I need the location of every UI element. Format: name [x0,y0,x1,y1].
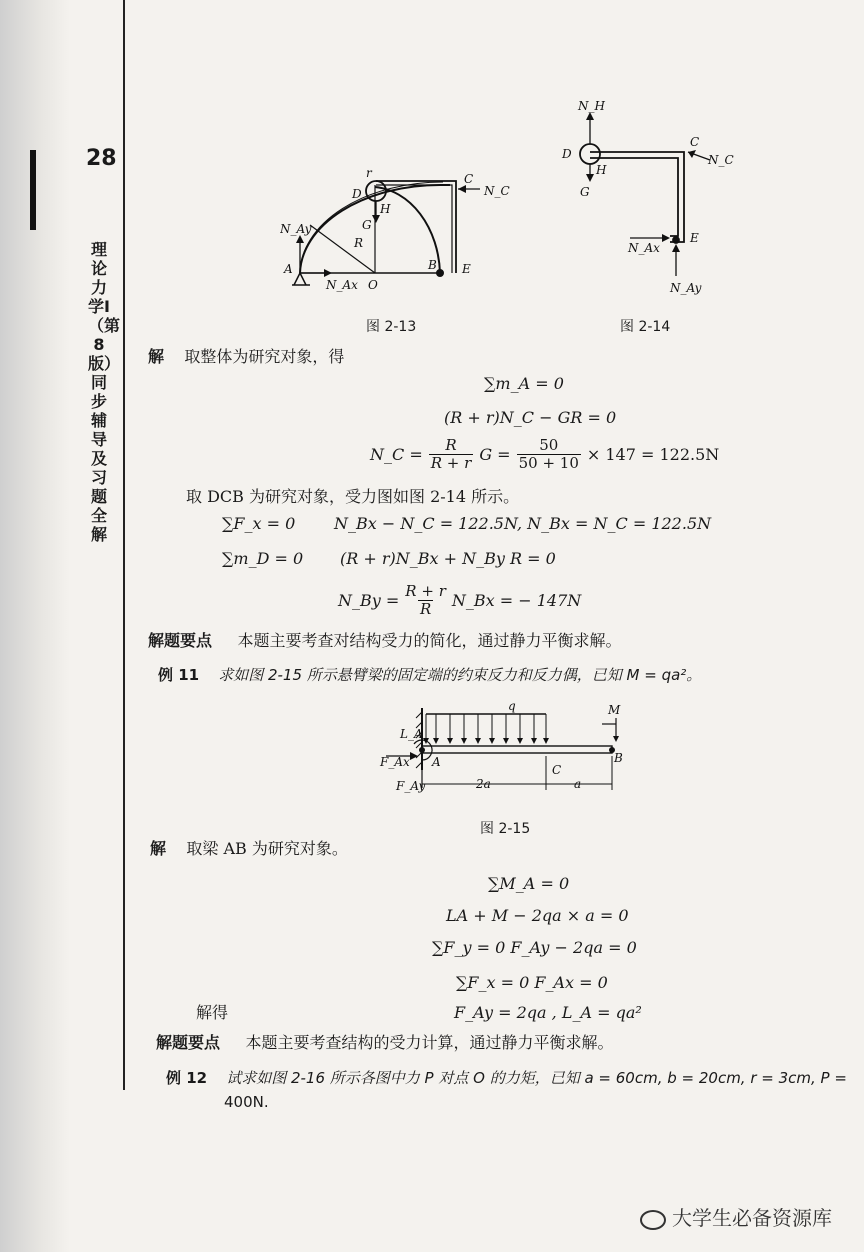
example-text: 求如图 2-15 所示悬臂梁的固定端的约束反力和反力偶，已知 M = qa²。 [218,666,702,684]
example-12-continuation: 400N. [224,1093,269,1111]
solve-label: 解得 [196,1003,229,1022]
watermark-text: 大学生必备资源库 [672,1206,832,1230]
caption-fig-2-13: 图 2-13 [366,319,417,335]
label-G: G [580,185,590,199]
key-point-label: 解题要点 [156,1033,221,1052]
example-12 [166,1067,847,1088]
page-number: 28 [86,146,117,171]
eq-nby-left: N_By = [338,590,400,610]
eq-nc-left: N_C = [370,444,423,464]
example-text: 试求如图 2-16 所示各图中力 P 对点 O 的力矩，已知 a = 60cm, b = 20cm, r = 3cm, P = [226,1069,847,1087]
dim-2a: 2a [476,777,491,791]
label-B: B [428,258,437,272]
label-O: O [368,278,378,292]
binding-line [123,0,125,1090]
label-Nax: N_Ax [326,278,358,292]
figure-2-13 [280,165,520,305]
dcb-instruction: 取 DCB 为研究对象，受力图如图 2-14 所示。 [186,487,520,506]
solution-marker: 解 [148,347,165,366]
label-Nax: N_Ax [628,241,660,255]
label-Nc: N_C [484,184,510,198]
key-point-1 [148,628,621,651]
label-FAx: F_Ax [380,755,410,769]
label-FAy: F_Ay [396,779,426,793]
key-point-label: 解题要点 [148,631,213,650]
label-C: C [690,135,700,149]
label-M: M [608,703,621,717]
equation-moment-a: ∑m_A = 0 [484,374,564,393]
equation-nc [370,434,719,474]
label-G: G [362,218,372,232]
label-H: H [596,163,607,177]
watermark [640,1202,832,1231]
binding-mark [30,150,36,230]
equation-result: F_Ay = 2qa , L_A = qa² [454,1003,642,1022]
example-11 [158,664,701,685]
label-C: C [552,763,562,777]
label-H: H [380,202,391,216]
key-point-2 [156,1030,613,1053]
label-A: A [284,262,293,276]
label-LA: L_A [400,727,423,741]
figure-2-15 [376,700,636,800]
label-D: D [562,147,572,161]
eq-nc-mid: G = [479,444,511,464]
caption-fig-2-14: 图 2-14 [620,319,671,335]
eq-nby-den: R [419,599,432,618]
label-B: B [614,751,623,765]
label-Nay: N_Ay [670,281,702,295]
eq-nc-frac1-den: R + r [430,453,472,472]
caption-fig-2-15: 图 2-15 [480,821,531,837]
wechat-icon [640,1210,666,1230]
equation-sum-fx-1: ∑F_x = 0 [222,514,296,533]
label-R: R [354,236,364,250]
label-NH: N_H [578,100,605,113]
eq-nc-frac2-num: 50 [539,435,559,454]
equation-nby [338,580,581,620]
solution-2-intro [150,836,348,859]
label-E: E [690,231,699,245]
figure-2-14 [560,100,740,300]
equation-nby-relation: (R + r)N_Bx + N_By R = 0 [340,549,556,568]
solution-intro-text: 取整体为研究对象，得 [184,347,345,366]
key-point-text: 本题主要考查结构的受力计算，通过静力平衡求解。 [245,1033,614,1052]
solution-1-intro [148,344,344,367]
equation-sum-ma: ∑M_A = 0 [488,874,570,893]
label-Nc: N_C [708,153,734,167]
label-Nay: N_Ay [280,222,312,236]
equation-la: LA + M − 2qa × a = 0 [446,906,629,925]
eq-nc-frac2-den: 50 + 10 [518,453,579,472]
eq-nc-frac1-num: R [445,435,457,454]
equation-sum-fy: ∑F_y = 0 F_Ay − 2qa = 0 [432,938,637,957]
equation-sum-fx-2: ∑F_x = 0 F_Ax = 0 [456,973,608,992]
example-label: 例 12 [166,1069,208,1087]
label-q: q [508,700,516,713]
book-title: 理论力学Ⅰ（第8版）同步辅导及习题全解 [88,240,121,544]
equation-moment-expanded: (R + r)N_C − GR = 0 [444,408,617,427]
solution-intro-text: 取梁 AB 为研究对象。 [186,839,348,858]
eq-nby-num: R + r [405,581,446,600]
eq-nby-right: N_Bx = − 147N [451,590,582,610]
solution-marker: 解 [150,839,167,858]
equation-nbx: N_Bx − N_C = 122.5N, N_Bx = N_C = 122.5N [334,514,712,533]
eq-nc-right: × 147 = 122.5N [586,444,720,464]
label-C: C [464,172,474,186]
label-D: D [352,187,362,201]
equation-sum-md: ∑m_D = 0 [222,549,304,568]
key-point-text: 本题主要考查对结构受力的简化，通过静力平衡求解。 [237,631,622,650]
dim-a: a [574,777,582,791]
label-r: r [366,166,372,180]
label-A: A [432,755,441,769]
label-E: E [462,262,471,276]
example-label: 例 11 [158,666,200,684]
